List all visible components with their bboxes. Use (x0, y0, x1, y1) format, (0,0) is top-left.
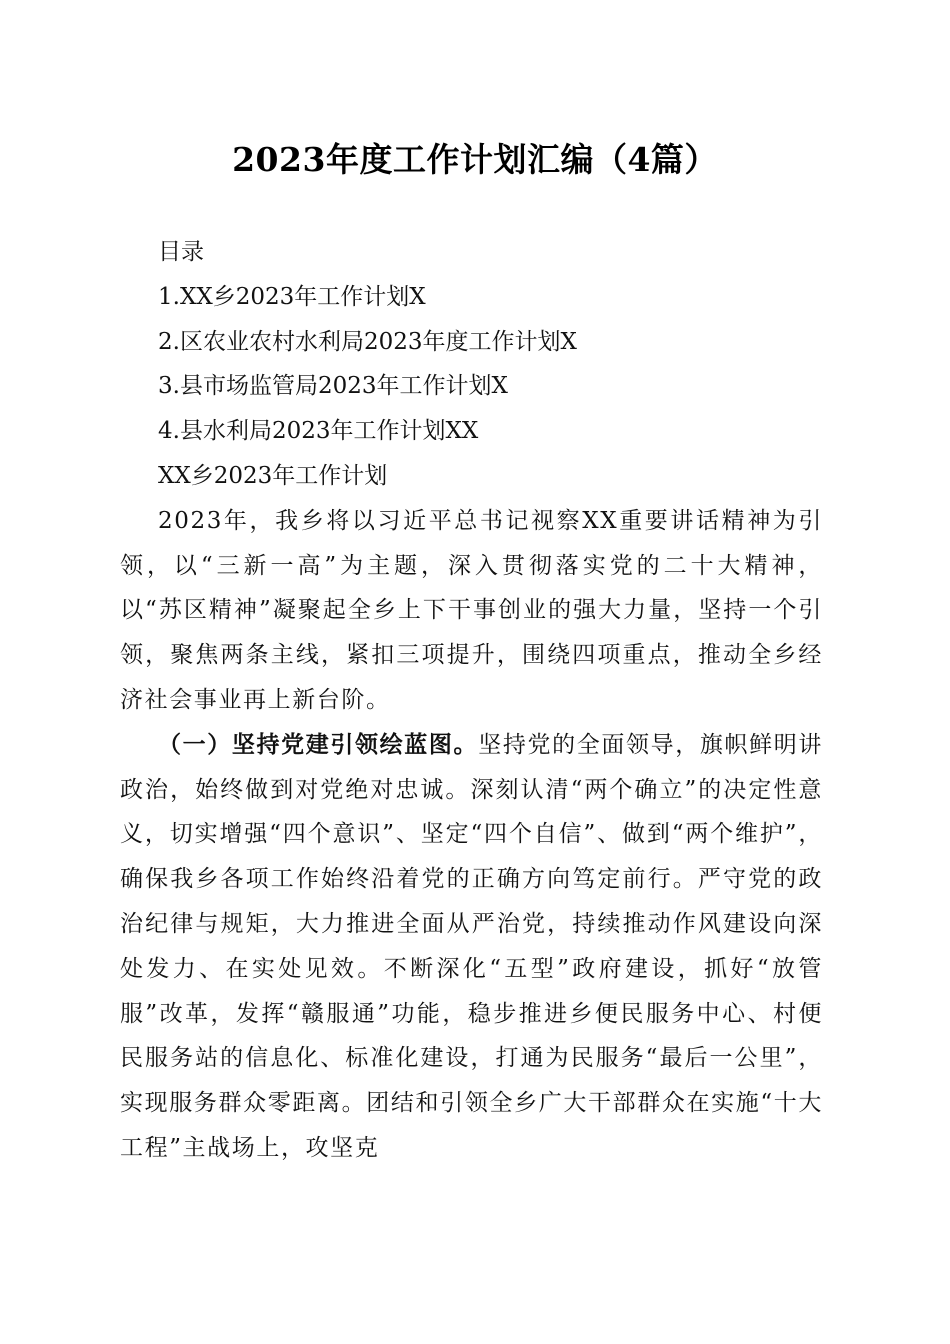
document-body (120, 230, 823, 1171)
paragraph (120, 723, 823, 1171)
toc-item: 1.XX乡2023年工作计划X (158, 283, 426, 310)
toc-item: 2.区农业农村水利局2023年度工作计划X (158, 328, 577, 355)
section-title: XX乡2023年工作计划 (158, 462, 388, 489)
toc-heading: 目录 (158, 239, 204, 265)
document-title: 2023年度工作计划汇编（4篇） (232, 140, 718, 179)
paragraph (120, 499, 823, 723)
toc-item: 3.县市场监管局2023年工作计划X (158, 373, 508, 400)
toc-item: 4.县水利局2023年工作计划XX (158, 418, 479, 445)
paragraph-text: 坚持党的全面领导，旗帜鲜明讲政治，始终做到对党绝对忠诚。深刻认清“两个确立”的决定性意义，切实增强“四个意识”、坚定“四个自信”、做到“两个维护”，确保我乡各项工作始终沿着党的正确方向笃定前行。严守党的政治纪律与规矩，大力推进全面从严治党，持续推动作风建设向深处发力、在实处见效。不断深化“五型”政府建设，抓好“放管服”改革，发挥“赣服通”功能，稳步推进乡便民服务中心、村便民服务站的信息化、标准化建设，打通为民服务“最后一公里”，实现服务群众零距离。团结和引领全乡广大干部群众在实施“十大工程”主战场上，攻坚克 (120, 731, 823, 1161)
paragraph-lead: （一）坚持党建引领绘蓝图。 (158, 730, 479, 758)
paragraph-text: 2023年，我乡将以习近平总书记视察XX重要讲话精神为引领，以“三新一高”为主题，深入贯彻落实党的二十大精神，以“苏区精神”凝聚起全乡上下干事创业的强大力量，坚持一个引领，聚焦两条主线，紧扣三项提升，围绕四项重点，推动全乡经济社会事业再上新台阶。 (120, 507, 823, 713)
